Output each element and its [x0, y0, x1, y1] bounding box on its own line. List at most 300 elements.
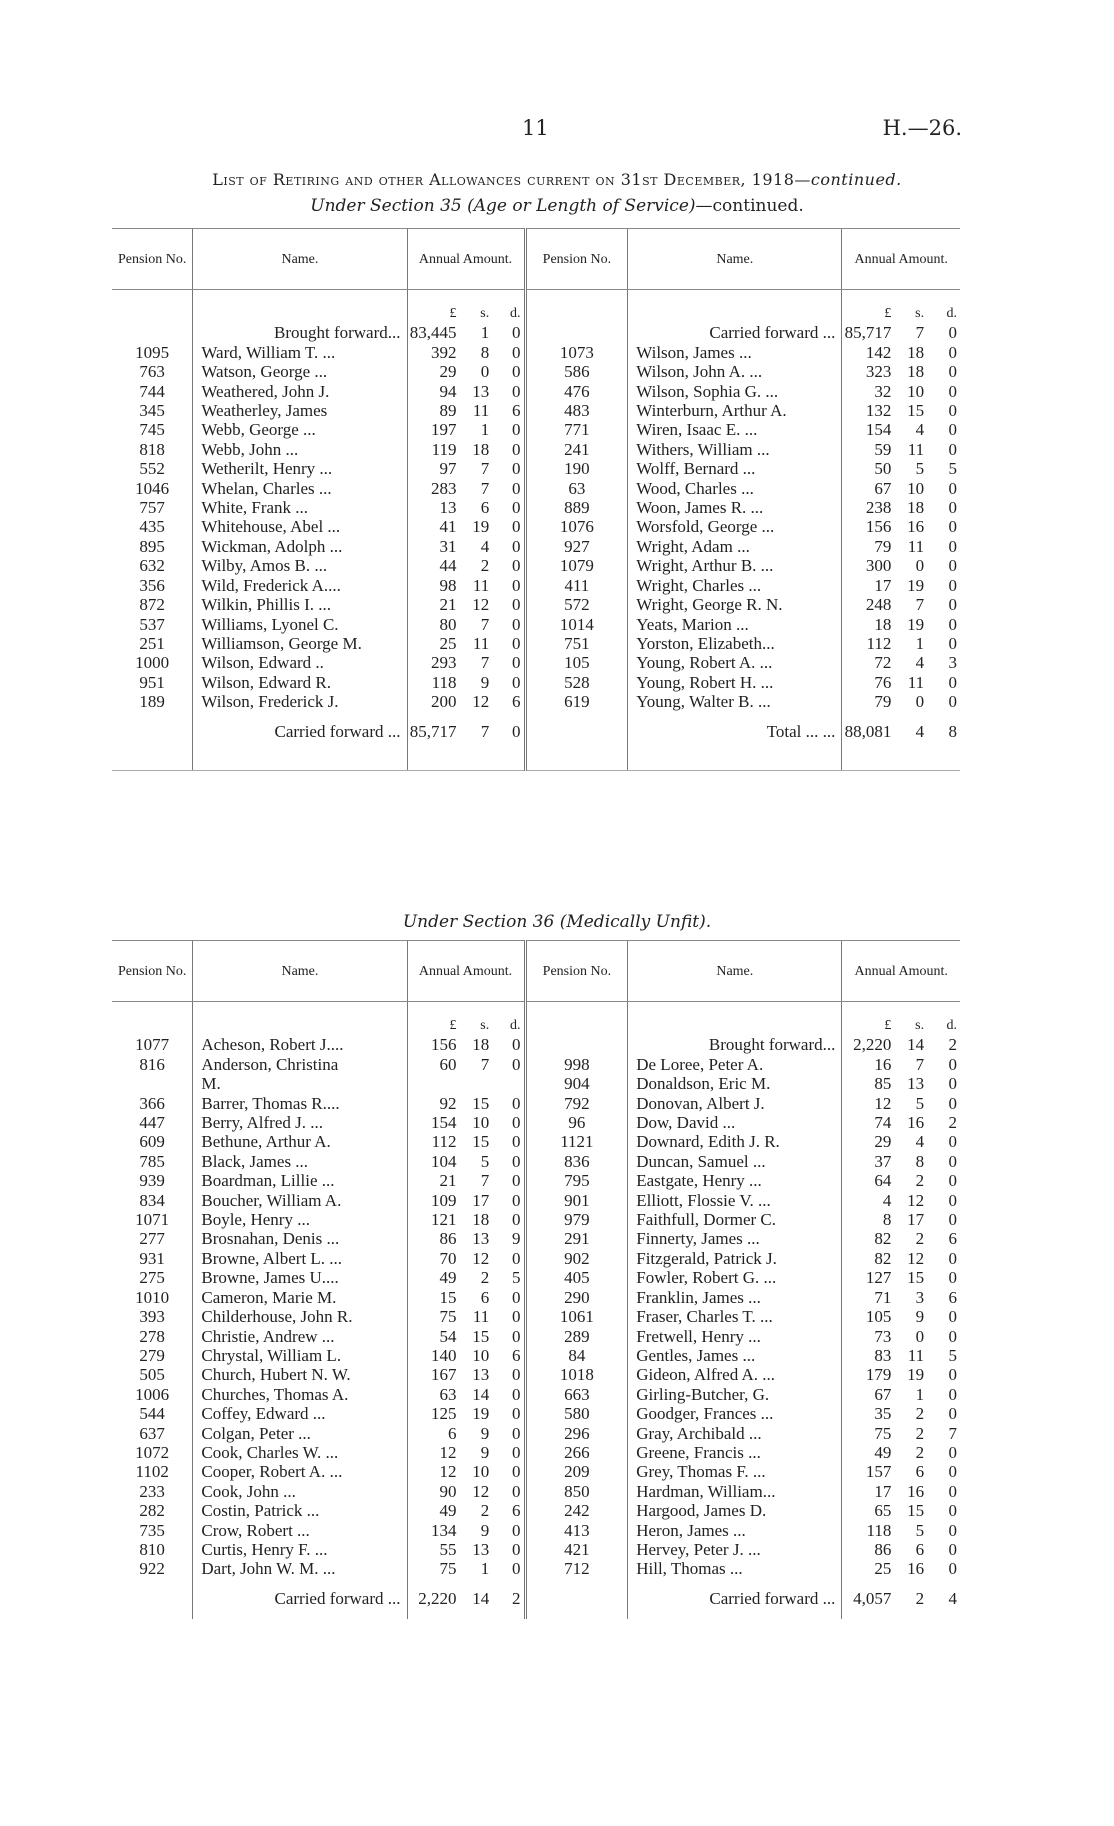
pension-number: 277 [139, 1229, 165, 1249]
unit-pence: d. [510, 1018, 521, 1033]
section-36-body [112, 1002, 960, 1619]
table-row [112, 653, 960, 672]
unit-pence: d. [946, 306, 957, 321]
pension-number [525, 712, 628, 752]
table-row [112, 1521, 960, 1540]
pension-number: 505 [139, 1365, 165, 1385]
amount-pence: 0 [948, 1248, 957, 1268]
amount-shillings: 11 [472, 575, 490, 595]
pension-number: 939 [139, 1171, 165, 1191]
amount-pounds: 17 [842, 1482, 894, 1501]
amount-pence: 0 [948, 1210, 957, 1230]
pensioner-name: Worsfold, George ... [628, 517, 842, 536]
amount-pence: 0 [512, 381, 521, 401]
amount-pence: 0 [512, 1307, 521, 1327]
table-row [112, 1229, 960, 1248]
spacer-cell [927, 1002, 960, 1017]
pensioner-name: Heron, James ... [628, 1521, 842, 1540]
pensioner-name: Hervey, Peter J. ... [628, 1540, 842, 1559]
amount-pounds: 118 [842, 1521, 894, 1540]
pensioner-name: Brought forward... [193, 323, 407, 342]
table-row [112, 615, 960, 634]
pensioner-name: Faithfull, Dormer C. [628, 1210, 842, 1229]
amount-pence: 0 [948, 1462, 957, 1482]
pensioner-name: Hargood, James D. [628, 1501, 842, 1520]
amount-pounds: 85 [842, 1074, 894, 1093]
amount-shillings: 10 [907, 478, 925, 498]
amount-shillings: 18 [907, 498, 925, 518]
amount-pence: 0 [948, 381, 957, 401]
pension-number: 1014 [525, 615, 628, 634]
pensioner-name: Curtis, Henry F. ... [193, 1540, 407, 1559]
rule-cell [193, 752, 407, 771]
amount-pounds: 29 [407, 362, 459, 381]
amount-pounds: 12 [407, 1462, 459, 1481]
amount-shillings: 19 [907, 575, 925, 595]
amount-pence: 0 [512, 1423, 521, 1443]
amount-pounds: 16 [842, 1055, 894, 1074]
header-annual-amount: Annual Amount. [842, 941, 960, 1002]
unit-pence: d. [946, 1018, 957, 1033]
pension-number: 393 [139, 1307, 165, 1327]
amount-shillings: 7 [480, 459, 490, 479]
amount-pence: 0 [948, 420, 957, 440]
amount-shillings: 7 [915, 323, 925, 343]
pensioner-name: Donovan, Albert J. [628, 1094, 842, 1113]
amount-pence: 0 [512, 633, 521, 653]
amount-pounds: 157 [842, 1462, 894, 1481]
amount-shillings: 18 [472, 439, 490, 459]
amount-shillings: 10 [472, 1113, 490, 1133]
amount-shillings: 9 [480, 1442, 490, 1462]
amount-pounds: 71 [842, 1288, 894, 1307]
table-row [112, 498, 960, 517]
pensioner-name: Finnerty, James ... [628, 1229, 842, 1248]
amount-shillings: 5 [915, 1093, 925, 1113]
amount-shillings: 8 [915, 1151, 925, 1171]
spacer-cell [842, 290, 894, 305]
pension-number: 366 [139, 1093, 165, 1113]
pension-number: 1121 [525, 1132, 628, 1151]
pension-number: 209 [525, 1462, 628, 1481]
amount-pounds: 125 [407, 1404, 459, 1423]
amount-shillings: 15 [472, 1093, 490, 1113]
amount-pence: 0 [948, 1501, 957, 1521]
amount-pence: 0 [948, 1171, 957, 1191]
pension-number: 751 [525, 634, 628, 653]
amount-pounds: 293 [407, 653, 459, 672]
amount-pounds: 25 [407, 634, 459, 653]
amount-pounds: 134 [407, 1521, 459, 1540]
amount-pounds: 29 [842, 1132, 894, 1151]
pension-number: 872 [139, 595, 165, 615]
pensioner-name: Cooper, Robert A. ... [193, 1462, 407, 1481]
pension-number: 275 [139, 1268, 165, 1288]
pensioner-name: Wilson, Edward R. [193, 673, 407, 692]
pension-number: 447 [139, 1113, 165, 1133]
spacer-cell [459, 1002, 492, 1017]
pensioner-name: Fraser, Charles T. ... [628, 1307, 842, 1326]
pensioner-name: Wilson, Frederick J. [193, 692, 407, 711]
rule-cell [407, 752, 459, 771]
amount-pence: 0 [948, 1151, 957, 1171]
page-number: 11 [522, 116, 549, 140]
amount-pence: 0 [512, 1462, 521, 1482]
amount-pence: 0 [512, 653, 521, 673]
pensioner-name: Winterburn, Arthur A. [628, 401, 842, 420]
pensioner-name: Wilson, Sophia G. ... [628, 382, 842, 401]
amount-shillings: 5 [480, 1151, 490, 1171]
amount-shillings: 16 [907, 1559, 925, 1579]
amount-shillings: 13 [472, 381, 490, 401]
amount-shillings: 5 [915, 1520, 925, 1540]
pension-number: 757 [139, 498, 165, 518]
table-row [112, 1152, 960, 1171]
amount-pence: 3 [948, 653, 957, 673]
rule-cell [628, 752, 842, 771]
section-35-heading [0, 196, 1114, 216]
amount-pence: 0 [512, 1093, 521, 1113]
pension-number: 745 [139, 420, 165, 440]
amount-pounds: 200 [407, 692, 459, 711]
spacer-cell [628, 1002, 842, 1017]
amount-pounds: 105 [842, 1307, 894, 1326]
pension-number: 771 [525, 420, 628, 439]
pensioner-name: M. [193, 1074, 407, 1093]
amount-pounds: 35 [842, 1404, 894, 1423]
amount-shillings: 11 [472, 401, 490, 421]
amount-pounds: 2,220 [407, 1579, 459, 1619]
spacer-cell [407, 290, 459, 305]
amount-shillings: 15 [907, 401, 925, 421]
amount-pence: 0 [948, 595, 957, 615]
amount-pence: 0 [948, 1481, 957, 1501]
pension-number: 537 [139, 614, 165, 634]
pensioner-name: Acheson, Robert J.... [193, 1035, 407, 1054]
amount-pence: 0 [512, 342, 521, 362]
amount-pence: 0 [948, 362, 957, 382]
pensioner-name: Carried forward ... [193, 1579, 407, 1619]
amount-pounds: 75 [407, 1307, 459, 1326]
pensioner-name: Chrystal, William L. [193, 1346, 407, 1365]
pension-number: 572 [525, 595, 628, 614]
amount-pence: 0 [948, 498, 957, 518]
amount-pounds: 41 [407, 517, 459, 536]
pensioner-name: Yeats, Marion ... [628, 615, 842, 634]
amount-pounds: 156 [842, 517, 894, 536]
amount-pence: 0 [512, 1384, 521, 1404]
amount-shillings: 2 [915, 1229, 925, 1249]
amount-pounds: 142 [842, 343, 894, 362]
pension-number: 818 [139, 439, 165, 459]
amount-pence: 0 [512, 595, 521, 615]
pension-number: 904 [525, 1074, 628, 1093]
amount-pence: 0 [948, 1190, 957, 1210]
currency-unit-row [112, 1016, 960, 1035]
amount-pounds: 67 [842, 479, 894, 498]
amount-pence: 0 [512, 1404, 521, 1424]
pension-number: 901 [525, 1191, 628, 1210]
amount-shillings: 8 [480, 342, 490, 362]
table-row [112, 1559, 960, 1578]
pensioner-name: Anderson, Christina [193, 1055, 407, 1074]
amount-shillings: 17 [472, 1190, 490, 1210]
amount-pence: 0 [948, 342, 957, 362]
amount-pounds: 75 [842, 1424, 894, 1443]
amount-shillings: 16 [907, 1481, 925, 1501]
table-row [112, 401, 960, 420]
amount-pounds: 112 [407, 1132, 459, 1151]
amount-shillings: 0 [915, 692, 925, 712]
table-row [112, 1540, 960, 1559]
pension-number: 411 [525, 576, 628, 595]
amount-pence: 0 [512, 1326, 521, 1346]
amount-pounds: 37 [842, 1152, 894, 1171]
pensioner-name [628, 1016, 842, 1035]
amount-pounds: 112 [842, 634, 894, 653]
amount-pence: 0 [512, 1113, 521, 1133]
pension-number [112, 712, 193, 752]
amount-shillings: 9 [480, 672, 490, 692]
amount-shillings: 4 [915, 653, 925, 673]
amount-pounds: 63 [407, 1385, 459, 1404]
table-row [112, 1327, 960, 1346]
unit-shillings: s. [480, 306, 490, 321]
amount-pounds: 49 [407, 1501, 459, 1520]
amount-shillings: 12 [907, 1248, 925, 1268]
amount-pence: 0 [948, 1093, 957, 1113]
table-row [112, 1346, 960, 1365]
pension-number: 580 [525, 1404, 628, 1423]
amount-shillings: 6 [480, 498, 490, 518]
rule-cell [112, 752, 193, 771]
amount-pounds: 15 [407, 1288, 459, 1307]
pensioner-name: Goodger, Frances ... [628, 1404, 842, 1423]
amount-pounds: 59 [842, 440, 894, 459]
amount-pence: 0 [948, 1268, 957, 1288]
amount-pence: 0 [948, 1442, 957, 1462]
pension-number: 931 [139, 1248, 165, 1268]
amount-shillings: 18 [907, 362, 925, 382]
amount-pence: 0 [512, 536, 521, 556]
pensioner-name: Wright, George R. N. [628, 595, 842, 614]
spacer-cell [193, 1002, 407, 1017]
amount-shillings: 1 [480, 1559, 490, 1579]
amount-pounds: 21 [407, 1171, 459, 1190]
amount-shillings: 6 [915, 1462, 925, 1482]
pensioner-name: Williams, Lyonel C. [193, 615, 407, 634]
amount-shillings: 2 [915, 1588, 925, 1608]
table-row [112, 1404, 960, 1423]
rule-cell [894, 752, 927, 771]
spacer-cell [525, 1002, 628, 1017]
amount-pounds: 283 [407, 479, 459, 498]
pensioner-name: Withers, William ... [628, 440, 842, 459]
amount-pence: 6 [948, 1229, 957, 1249]
table-row [112, 362, 960, 381]
table-row [112, 1385, 960, 1404]
table-row [112, 595, 960, 614]
pensioner-name: Fretwell, Henry ... [628, 1327, 842, 1346]
pension-number: 1018 [525, 1365, 628, 1384]
spacer-cell [894, 1002, 927, 1017]
table-row [112, 556, 960, 575]
amount-pence: 2 [948, 1035, 957, 1055]
pensioner-name: Wilby, Amos B. ... [193, 556, 407, 575]
pension-number: 63 [525, 479, 628, 498]
pension-number [112, 304, 193, 323]
amount-pounds: 118 [407, 673, 459, 692]
table-row [112, 1035, 960, 1054]
amount-pounds: 60 [407, 1055, 459, 1074]
document-reference: H.—26. [882, 116, 962, 140]
pension-number: 1076 [525, 517, 628, 536]
amount-shillings: 18 [472, 1035, 490, 1055]
table-row [112, 343, 960, 362]
amount-pence: 0 [512, 517, 521, 537]
amount-shillings: 19 [472, 517, 490, 537]
amount-pence: 0 [512, 1151, 521, 1171]
amount-shillings: 11 [472, 633, 490, 653]
amount-shillings: 18 [907, 342, 925, 362]
section-35-body [112, 290, 960, 771]
amount-shillings: 4 [915, 1132, 925, 1152]
amount-pence: 0 [512, 459, 521, 479]
amount-pence: 0 [948, 323, 957, 343]
amount-pence: 6 [512, 1501, 521, 1521]
amount-pence: 0 [512, 1210, 521, 1230]
amount-shillings: 7 [480, 1171, 490, 1191]
pensioner-name: Brosnahan, Denis ... [193, 1229, 407, 1248]
pension-number: 296 [525, 1424, 628, 1443]
amount-pence: 8 [948, 721, 957, 741]
pension-number: 586 [525, 362, 628, 381]
pensioner-name: Wiren, Isaac E. ... [628, 420, 842, 439]
amount-pounds: 12 [842, 1094, 894, 1113]
amount-shillings: 7 [480, 721, 490, 741]
amount-shillings: 1 [915, 633, 925, 653]
spacer-row [112, 1002, 960, 1017]
pension-number [112, 323, 193, 342]
amount-shillings: 17 [907, 1210, 925, 1230]
pensioner-name: Wickman, Adolph ... [193, 537, 407, 556]
spacer-cell [492, 290, 525, 305]
pensioner-name: Bethune, Arthur A. [193, 1132, 407, 1151]
title-continued: —continued. [794, 170, 902, 189]
table-row [112, 1579, 960, 1619]
pensioner-name: Coffey, Edward ... [193, 1404, 407, 1423]
amount-shillings: 9 [915, 1307, 925, 1327]
table-row [112, 1424, 960, 1443]
rule-cell [525, 752, 628, 771]
pension-number [525, 304, 628, 323]
amount-pounds: 98 [407, 576, 459, 595]
pension-number: 979 [525, 1210, 628, 1229]
amount-shillings: 9 [480, 1520, 490, 1540]
amount-pence: 0 [512, 362, 521, 382]
amount-pounds: 121 [407, 1210, 459, 1229]
table-row [112, 1365, 960, 1384]
table-bottom-rule [112, 752, 960, 771]
amount-pence: 6 [512, 1345, 521, 1365]
pensioner-name: Church, Hubert N. W. [193, 1365, 407, 1384]
amount-pounds: 55 [407, 1540, 459, 1559]
table-row [112, 1268, 960, 1287]
amount-pence: 0 [948, 614, 957, 634]
amount-pounds: 80 [407, 615, 459, 634]
pensioner-name: Wilson, John A. ... [628, 362, 842, 381]
pension-number: 763 [139, 362, 165, 382]
amount-pounds: 300 [842, 556, 894, 575]
table-row [112, 692, 960, 711]
amount-pence: 0 [948, 672, 957, 692]
amount-shillings: 7 [480, 1054, 490, 1074]
table-row [112, 323, 960, 342]
table-row [112, 712, 960, 752]
pension-number: 1006 [135, 1384, 170, 1404]
pensioner-name: Wetherilt, Henry ... [193, 459, 407, 478]
unit-shillings: s. [915, 1018, 925, 1033]
pension-number: 816 [139, 1054, 165, 1074]
pensioner-name: Wood, Charles ... [628, 479, 842, 498]
amount-pounds: 86 [842, 1540, 894, 1559]
amount-pence: 0 [948, 575, 957, 595]
amount-shillings: 1 [480, 420, 490, 440]
amount-pounds: 74 [842, 1113, 894, 1132]
amount-shillings: 12 [907, 1190, 925, 1210]
table-header-row [112, 941, 960, 1002]
amount-shillings: 12 [472, 692, 490, 712]
amount-pence: 0 [512, 1481, 521, 1501]
pensioner-name: Dow, David ... [628, 1113, 842, 1132]
amount-shillings: 4 [915, 420, 925, 440]
amount-pence: 5 [512, 1268, 521, 1288]
pensioner-name: Weatherley, James [193, 401, 407, 420]
amount-shillings: 6 [480, 1287, 490, 1307]
spacer-row [112, 290, 960, 305]
amount-shillings: 7 [915, 1054, 925, 1074]
pensioner-name: Boucher, William A. [193, 1191, 407, 1210]
amount-shillings: 2 [480, 1501, 490, 1521]
amount-pounds: 85,717 [407, 712, 459, 752]
amount-shillings: 11 [907, 672, 925, 692]
amount-pence: 0 [948, 1404, 957, 1424]
amount-shillings: 13 [472, 1539, 490, 1559]
amount-pounds: 82 [842, 1229, 894, 1248]
amount-pence: 0 [512, 672, 521, 692]
amount-pounds: 17 [842, 576, 894, 595]
amount-pence: 6 [948, 1287, 957, 1307]
amount-shillings: 7 [480, 478, 490, 498]
amount-pounds: 32 [842, 382, 894, 401]
amount-pence: 0 [948, 1074, 957, 1094]
pension-number: 895 [139, 536, 165, 556]
amount-shillings: 2 [480, 556, 490, 576]
table-header-row [112, 229, 960, 290]
document-title [0, 170, 1114, 189]
table-row [112, 1249, 960, 1268]
amount-shillings: 15 [472, 1326, 490, 1346]
amount-shillings: 3 [915, 1287, 925, 1307]
amount-shillings: 18 [472, 1210, 490, 1230]
amount-pence: 0 [512, 1559, 521, 1579]
amount-pence [492, 1074, 525, 1093]
amount-pence: 0 [512, 478, 521, 498]
spacer-cell [407, 1002, 459, 1017]
amount-shillings: 2 [915, 1404, 925, 1424]
amount-pence: 0 [512, 1035, 521, 1055]
amount-shillings: 11 [907, 536, 925, 556]
